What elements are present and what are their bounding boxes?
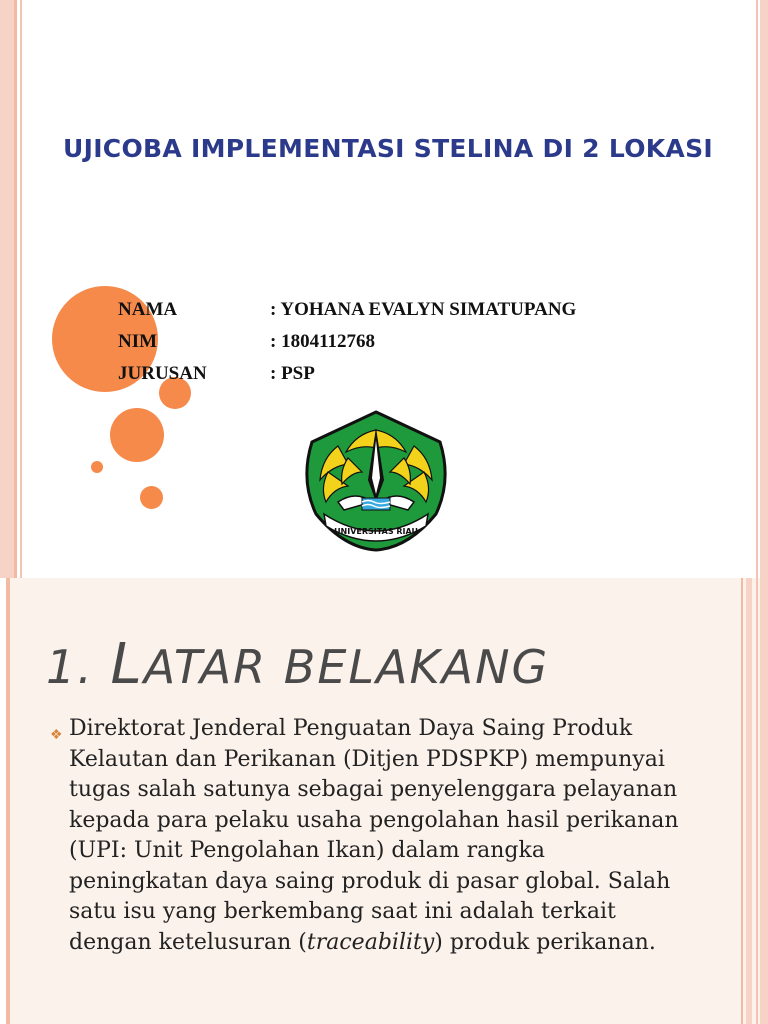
info-label: JURUSAN: [118, 363, 207, 384]
info-row-nama: [118, 294, 576, 326]
decorative-circle: [91, 461, 103, 473]
decorative-stripe: [20, 0, 22, 578]
decorative-circle: [140, 486, 163, 509]
decorative-stripe: [756, 0, 758, 578]
info-label: NAMA: [118, 299, 178, 320]
info-label: NIM: [118, 331, 158, 352]
paragraph-text: Direktorat Jenderal Penguatan Daya Saing Produk Kelautan dan Perikanan (Ditjen PDSPKP) mempunyai tugas salah satunya sebagai penyelenggara pelayanan kepada para pelaku usaha pengolahan hasil perikanan (UPI: Unit Pengolahan Ikan) dalam rangka peningkatan daya saing produk di pasar global. Salah satu isu yang berkembang saat ini adalah terkait dengan ketelusuran (: [69, 716, 679, 955]
decorative-stripe: [746, 578, 752, 1024]
university-logo-icon: [298, 410, 454, 552]
paragraph-italic: traceability: [306, 929, 435, 955]
decorative-stripe: [0, 0, 14, 578]
decorative-stripe: [14, 0, 17, 578]
decorative-stripe: [760, 0, 768, 578]
paragraph-text-end: ) produk perikanan.: [434, 929, 656, 955]
info-value: : YOHANA EVALYN SIMATUPANG: [270, 299, 577, 320]
heading-initial: L: [110, 632, 144, 697]
info-row-nim: [118, 326, 576, 358]
info-value: : 1804112768: [270, 331, 376, 352]
heading-rest: ATAR BELAKANG: [143, 640, 550, 694]
student-info: [118, 294, 576, 390]
decorative-stripe: [756, 578, 758, 1024]
diamond-bullet-icon: ❖: [50, 727, 63, 743]
decorative-stripe: [6, 578, 10, 1024]
decorative-stripe: [741, 578, 743, 1024]
heading-number: 1.: [46, 640, 94, 694]
body-paragraph: [69, 714, 689, 958]
content-slide: [0, 578, 768, 1024]
slide-title: UJICOBA IMPLEMENTASI STELINA DI 2 LOKASI: [63, 134, 713, 163]
info-row-jurusan: [118, 358, 576, 390]
section-heading: [46, 632, 549, 697]
decorative-circle: [110, 408, 164, 462]
logo-text: UNIVERSITAS RIAU: [334, 527, 418, 536]
info-value: : PSP: [270, 363, 315, 384]
decorative-stripe: [760, 578, 768, 1024]
